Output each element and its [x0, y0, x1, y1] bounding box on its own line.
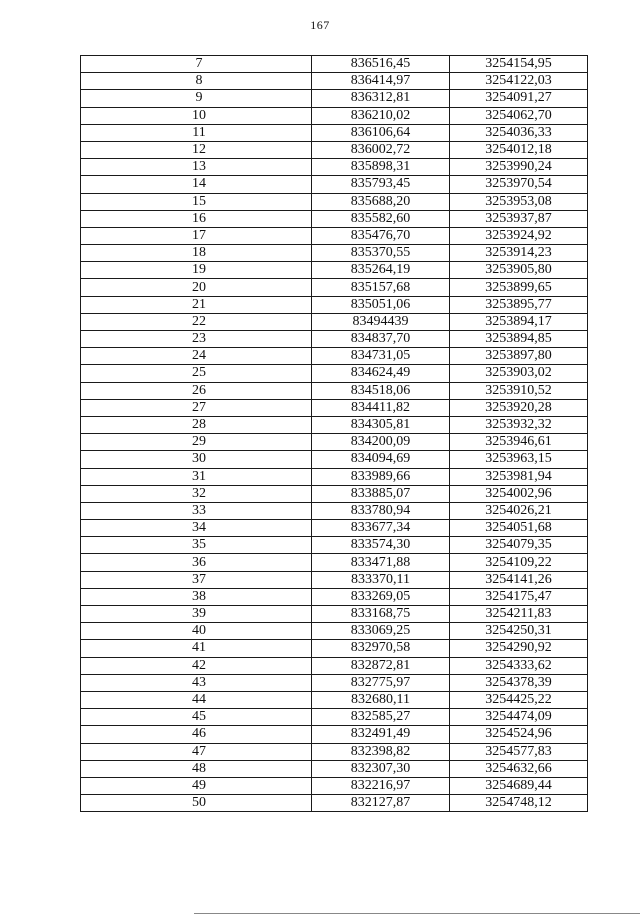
- x-coordinate-cell: 834624,49: [312, 365, 450, 382]
- x-coordinate-cell: 835476,70: [312, 227, 450, 244]
- table-row: [81, 193, 588, 210]
- table-row: [81, 210, 588, 227]
- point-number-cell: 23: [81, 331, 312, 348]
- x-coordinate-cell: 833780,94: [312, 502, 450, 519]
- y-coordinate-cell: 3253894,17: [450, 313, 588, 330]
- x-coordinate-cell: 836312,81: [312, 90, 450, 107]
- point-number-cell: 49: [81, 777, 312, 794]
- y-coordinate-cell: 3253905,80: [450, 262, 588, 279]
- table-row: [81, 588, 588, 605]
- bottom-rule: [194, 913, 640, 914]
- point-number-cell: 42: [81, 657, 312, 674]
- x-coordinate-cell: 833989,66: [312, 468, 450, 485]
- x-coordinate-cell: 833885,07: [312, 485, 450, 502]
- table-row: [81, 606, 588, 623]
- y-coordinate-cell: 3254632,66: [450, 760, 588, 777]
- table-row: [81, 107, 588, 124]
- y-coordinate-cell: 3254175,47: [450, 588, 588, 605]
- point-number-cell: 20: [81, 279, 312, 296]
- y-coordinate-cell: 3253953,08: [450, 193, 588, 210]
- y-coordinate-cell: 3254250,31: [450, 623, 588, 640]
- y-coordinate-cell: 3254577,83: [450, 743, 588, 760]
- y-coordinate-cell: 3254026,21: [450, 502, 588, 519]
- y-coordinate-cell: 3254012,18: [450, 141, 588, 158]
- y-coordinate-cell: 3253990,24: [450, 159, 588, 176]
- point-number-cell: 10: [81, 107, 312, 124]
- point-number-cell: 13: [81, 159, 312, 176]
- table-row: [81, 227, 588, 244]
- x-coordinate-cell: 832872,81: [312, 657, 450, 674]
- point-number-cell: 22: [81, 313, 312, 330]
- table-row: [81, 485, 588, 502]
- table-row: [81, 777, 588, 794]
- point-number-cell: 48: [81, 760, 312, 777]
- y-coordinate-cell: 3254211,83: [450, 606, 588, 623]
- y-coordinate-cell: 3254474,09: [450, 709, 588, 726]
- table-row: [81, 520, 588, 537]
- y-coordinate-cell: 3253899,65: [450, 279, 588, 296]
- table-row: [81, 262, 588, 279]
- table-row: [81, 760, 588, 777]
- x-coordinate-cell: 832585,27: [312, 709, 450, 726]
- table-row: [81, 73, 588, 90]
- y-coordinate-cell: 3253937,87: [450, 210, 588, 227]
- x-coordinate-cell: 832127,87: [312, 795, 450, 812]
- point-number-cell: 25: [81, 365, 312, 382]
- point-number-cell: 45: [81, 709, 312, 726]
- y-coordinate-cell: 3254689,44: [450, 777, 588, 794]
- x-coordinate-cell: 834731,05: [312, 348, 450, 365]
- y-coordinate-cell: 3254091,27: [450, 90, 588, 107]
- y-coordinate-cell: 3253903,02: [450, 365, 588, 382]
- table-row: [81, 554, 588, 571]
- table-row: [81, 537, 588, 554]
- table-row: [81, 399, 588, 416]
- x-coordinate-cell: 834518,06: [312, 382, 450, 399]
- table-row: [81, 434, 588, 451]
- x-coordinate-cell: 833168,75: [312, 606, 450, 623]
- point-number-cell: 36: [81, 554, 312, 571]
- x-coordinate-cell: 832970,58: [312, 640, 450, 657]
- table-row: [81, 623, 588, 640]
- table-row: [81, 279, 588, 296]
- x-coordinate-cell: 832491,49: [312, 726, 450, 743]
- point-number-cell: 40: [81, 623, 312, 640]
- table-row: [81, 313, 588, 330]
- table-row: [81, 296, 588, 313]
- y-coordinate-cell: 3254333,62: [450, 657, 588, 674]
- y-coordinate-cell: 3254524,96: [450, 726, 588, 743]
- point-number-cell: 18: [81, 245, 312, 262]
- x-coordinate-cell: 83494439: [312, 313, 450, 330]
- y-coordinate-cell: 3254425,22: [450, 691, 588, 708]
- x-coordinate-cell: 833370,11: [312, 571, 450, 588]
- table-row: [81, 90, 588, 107]
- coordinates-table: [80, 55, 588, 812]
- y-coordinate-cell: 3253924,92: [450, 227, 588, 244]
- y-coordinate-cell: 3254122,03: [450, 73, 588, 90]
- table-row: [81, 159, 588, 176]
- point-number-cell: 35: [81, 537, 312, 554]
- point-number-cell: 21: [81, 296, 312, 313]
- table-row: [81, 691, 588, 708]
- point-number-cell: 27: [81, 399, 312, 416]
- point-number-cell: 24: [81, 348, 312, 365]
- point-number-cell: 11: [81, 124, 312, 141]
- x-coordinate-cell: 835157,68: [312, 279, 450, 296]
- y-coordinate-cell: 3253895,77: [450, 296, 588, 313]
- x-coordinate-cell: 835264,19: [312, 262, 450, 279]
- y-coordinate-cell: 3254036,33: [450, 124, 588, 141]
- table-row: [81, 502, 588, 519]
- point-number-cell: 41: [81, 640, 312, 657]
- point-number-cell: 33: [81, 502, 312, 519]
- x-coordinate-cell: 835688,20: [312, 193, 450, 210]
- point-number-cell: 12: [81, 141, 312, 158]
- point-number-cell: 43: [81, 674, 312, 691]
- point-number-cell: 50: [81, 795, 312, 812]
- y-coordinate-cell: 3253932,32: [450, 416, 588, 433]
- y-coordinate-cell: 3254378,39: [450, 674, 588, 691]
- x-coordinate-cell: 836002,72: [312, 141, 450, 158]
- point-number-cell: 16: [81, 210, 312, 227]
- x-coordinate-cell: 835898,31: [312, 159, 450, 176]
- x-coordinate-cell: 834837,70: [312, 331, 450, 348]
- point-number-cell: 38: [81, 588, 312, 605]
- y-coordinate-cell: 3253910,52: [450, 382, 588, 399]
- x-coordinate-cell: 836210,02: [312, 107, 450, 124]
- x-coordinate-cell: 836414,97: [312, 73, 450, 90]
- y-coordinate-cell: 3254290,92: [450, 640, 588, 657]
- point-number-cell: 37: [81, 571, 312, 588]
- page-number: 167: [310, 18, 330, 32]
- y-coordinate-cell: 3254109,22: [450, 554, 588, 571]
- point-number-cell: 39: [81, 606, 312, 623]
- table-row: [81, 674, 588, 691]
- y-coordinate-cell: 3253897,80: [450, 348, 588, 365]
- y-coordinate-cell: 3253970,54: [450, 176, 588, 193]
- point-number-cell: 14: [81, 176, 312, 193]
- table-row: [81, 176, 588, 193]
- x-coordinate-cell: 835793,45: [312, 176, 450, 193]
- y-coordinate-cell: 3253946,61: [450, 434, 588, 451]
- x-coordinate-cell: 835051,06: [312, 296, 450, 313]
- table-row: [81, 56, 588, 73]
- y-coordinate-cell: 3254079,35: [450, 537, 588, 554]
- table-row: [81, 743, 588, 760]
- table-row: [81, 416, 588, 433]
- x-coordinate-cell: 834305,81: [312, 416, 450, 433]
- point-number-cell: 28: [81, 416, 312, 433]
- x-coordinate-cell: 835370,55: [312, 245, 450, 262]
- x-coordinate-cell: 832775,97: [312, 674, 450, 691]
- x-coordinate-cell: 835582,60: [312, 210, 450, 227]
- table-row: [81, 709, 588, 726]
- table-row: [81, 451, 588, 468]
- x-coordinate-cell: 833269,05: [312, 588, 450, 605]
- point-number-cell: 47: [81, 743, 312, 760]
- point-number-cell: 46: [81, 726, 312, 743]
- point-number-cell: 31: [81, 468, 312, 485]
- point-number-cell: 32: [81, 485, 312, 502]
- point-number-cell: 30: [81, 451, 312, 468]
- point-number-cell: 29: [81, 434, 312, 451]
- point-number-cell: 8: [81, 73, 312, 90]
- x-coordinate-cell: 833069,25: [312, 623, 450, 640]
- y-coordinate-cell: 3253914,23: [450, 245, 588, 262]
- y-coordinate-cell: 3253963,15: [450, 451, 588, 468]
- table-row: [81, 726, 588, 743]
- y-coordinate-cell: 3253920,28: [450, 399, 588, 416]
- point-number-cell: 15: [81, 193, 312, 210]
- table-row: [81, 331, 588, 348]
- y-coordinate-cell: 3254748,12: [450, 795, 588, 812]
- table-row: [81, 657, 588, 674]
- table-row: [81, 640, 588, 657]
- x-coordinate-cell: 832398,82: [312, 743, 450, 760]
- point-number-cell: 44: [81, 691, 312, 708]
- point-number-cell: 19: [81, 262, 312, 279]
- x-coordinate-cell: 836106,64: [312, 124, 450, 141]
- y-coordinate-cell: 3253894,85: [450, 331, 588, 348]
- x-coordinate-cell: 833574,30: [312, 537, 450, 554]
- x-coordinate-cell: 833677,34: [312, 520, 450, 537]
- point-number-cell: 7: [81, 56, 312, 73]
- table-row: [81, 365, 588, 382]
- table-row: [81, 348, 588, 365]
- table-row: [81, 124, 588, 141]
- point-number-cell: 9: [81, 90, 312, 107]
- y-coordinate-cell: 3253981,94: [450, 468, 588, 485]
- x-coordinate-cell: 836516,45: [312, 56, 450, 73]
- x-coordinate-cell: 833471,88: [312, 554, 450, 571]
- point-number-cell: 26: [81, 382, 312, 399]
- y-coordinate-cell: 3254141,26: [450, 571, 588, 588]
- table-row: [81, 245, 588, 262]
- coordinates-table-body: [81, 56, 588, 812]
- point-number-cell: 34: [81, 520, 312, 537]
- x-coordinate-cell: 832307,30: [312, 760, 450, 777]
- y-coordinate-cell: 3254062,70: [450, 107, 588, 124]
- y-coordinate-cell: 3254051,68: [450, 520, 588, 537]
- point-number-cell: 17: [81, 227, 312, 244]
- x-coordinate-cell: 834200,09: [312, 434, 450, 451]
- x-coordinate-cell: 832216,97: [312, 777, 450, 794]
- x-coordinate-cell: 834094,69: [312, 451, 450, 468]
- table-row: [81, 382, 588, 399]
- table-row: [81, 795, 588, 812]
- table-row: [81, 571, 588, 588]
- x-coordinate-cell: 832680,11: [312, 691, 450, 708]
- table-row: [81, 141, 588, 158]
- y-coordinate-cell: 3254154,95: [450, 56, 588, 73]
- x-coordinate-cell: 834411,82: [312, 399, 450, 416]
- y-coordinate-cell: 3254002,96: [450, 485, 588, 502]
- table-row: [81, 468, 588, 485]
